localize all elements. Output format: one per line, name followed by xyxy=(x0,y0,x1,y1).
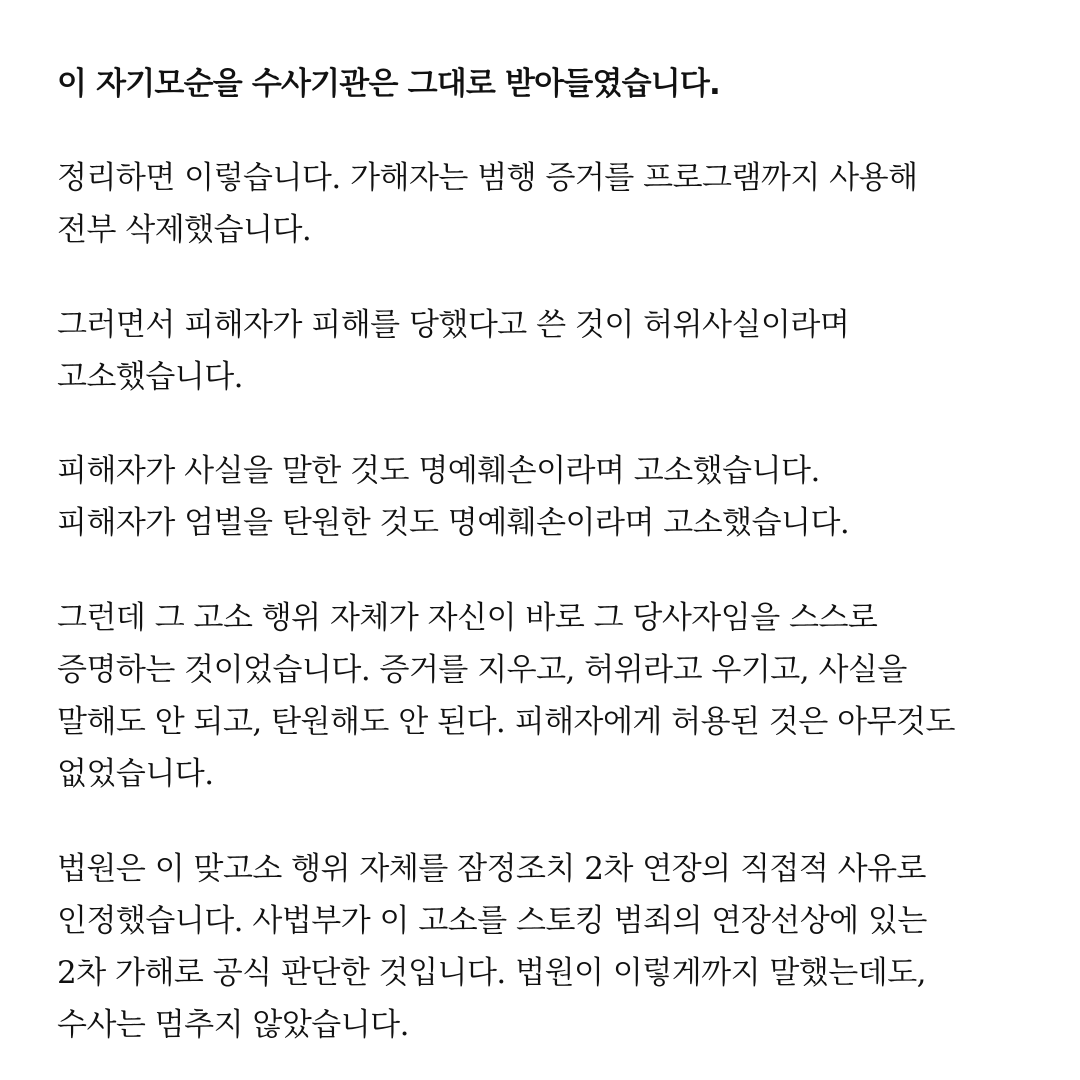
paragraph-line: 말해도 안 되고, 탄원해도 안 된다. 피해자에게 허용된 것은 아무것도 xyxy=(57,704,955,740)
paragraph-4 xyxy=(57,594,1057,798)
paragraph-line: 고소했습니다. xyxy=(57,359,244,395)
paragraph-line: 피해자가 엄벌을 탄원한 것도 명예훼손이라며 고소했습니다. xyxy=(57,505,850,541)
paragraph-line: 2차 가해로 공식 판단한 것입니다. 법원이 이렇게까지 말했는데도, xyxy=(57,955,927,991)
paragraph-line: 법원은 이 맞고소 행위 자체를 잠정조치 2차 연장의 직접적 사유로 xyxy=(57,851,927,887)
paragraph-line: 없었습니다. xyxy=(57,756,214,792)
paragraph-line: 인정했습니다. 사법부가 이 고소를 스토킹 범죄의 연장선상에 있는 xyxy=(57,903,927,939)
paragraph-line: 수사는 멈추지 않았습니다. xyxy=(57,1007,409,1043)
paragraph-3 xyxy=(57,447,1057,547)
paragraph-line: 증명하는 것이었습니다. 증거를 지우고, 허위라고 우기고, 사실을 xyxy=(57,652,907,688)
paragraph-line: 그런데 그 고소 행위 자체가 자신이 바로 그 당사자임을 스스로 xyxy=(57,600,878,636)
paragraph-line: 전부 삭제했습니다. xyxy=(57,212,312,248)
paragraph-line: 그러면서 피해자가 피해를 당했다고 쓴 것이 허위사실이라며 xyxy=(57,307,850,343)
paragraph-5 xyxy=(57,845,1057,1049)
paragraph-1 xyxy=(57,154,1057,254)
page-title: 이 자기모순을 수사기관은 그대로 받아들였습니다. xyxy=(57,66,721,102)
document-body xyxy=(57,60,1057,1049)
paragraph-line: 피해자가 사실을 말한 것도 명예훼손이라며 고소했습니다. xyxy=(57,453,820,489)
paragraph-line: 정리하면 이렇습니다. 가해자는 범행 증거를 프로그램까지 사용해 xyxy=(57,160,918,196)
paragraph-2 xyxy=(57,301,1057,401)
